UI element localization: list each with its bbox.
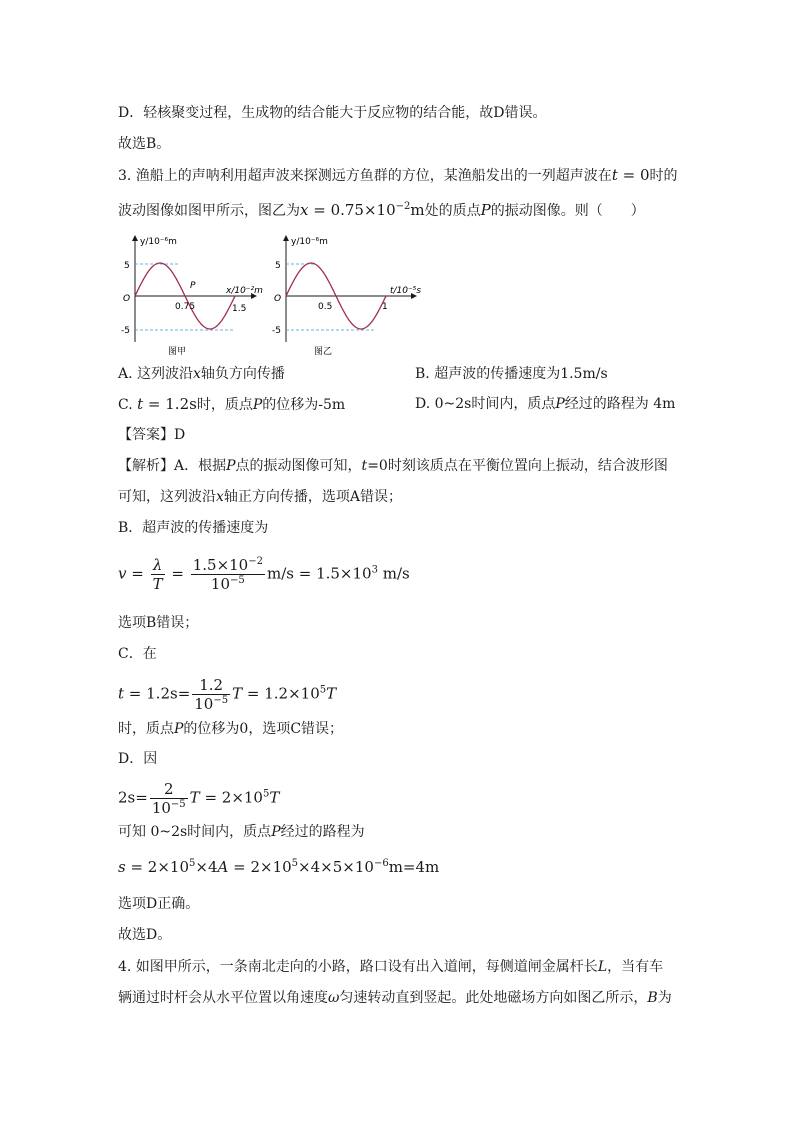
exponent: 3 [371, 564, 378, 576]
denominator: 10 [151, 799, 171, 817]
text-segment: 经过的路程为 [280, 824, 365, 840]
text-segment: A. 这列波沿 [118, 366, 194, 382]
exponent: −2 [248, 556, 263, 567]
math-seg: m=4m [388, 858, 440, 876]
exponent: −2 [395, 201, 411, 212]
yi-x-label: t/10⁻⁵s [390, 286, 422, 296]
answer-line: 【答案】D [118, 427, 186, 443]
question-4-line-2 [118, 988, 672, 1008]
math-rhs: = 1.2×10 [242, 684, 320, 703]
exponent: −5 [170, 799, 186, 810]
yi-y-label: y/10⁻⁶m [291, 237, 328, 247]
analysis-line-1 [118, 456, 668, 476]
math-seg: ×4 [195, 858, 218, 876]
analysis-line-2 [118, 487, 402, 507]
var-T: T [269, 788, 280, 807]
jia-tick-15: 1.5 [232, 304, 247, 314]
math-eq: = 0 [617, 166, 650, 184]
var-T: T [189, 788, 200, 807]
numerator: 1.2 [192, 676, 230, 695]
equation-speed: v = $\frac{\lambda}{T}$ = $\frac{1.5\times 10^{-2}}{10^{-5}}$ $m/s = 1.5\times 10^3$ m/s [118, 556, 410, 593]
equation-time [118, 676, 336, 713]
fraction-time [192, 676, 230, 713]
text-segment: D. 0~2s时间内，质点 [415, 396, 556, 412]
analysis-line-6 [118, 719, 343, 739]
math-seg: = 2×10 [125, 858, 190, 876]
jia-tick-neg5: -5 [121, 326, 130, 336]
exponent: −6 [373, 858, 389, 869]
yi-origin: O [274, 294, 282, 304]
jia-origin: O [123, 294, 131, 304]
text-segment: 为 [657, 990, 672, 1006]
text-segment: =0时刻该质点在平衡位置向上振动，结合波形图 [367, 458, 668, 474]
text-segment: 匀速转动直到竖起。此处地磁场方向如图乙所示， [339, 990, 648, 1006]
math-rhs: = 2×10 [199, 788, 263, 807]
exponent: 5 [262, 788, 270, 800]
var-L: L [597, 959, 608, 975]
yi-tick-05: 0.5 [318, 302, 333, 312]
jia-y-label: y/10⁻⁶m [140, 237, 177, 247]
text-segment: 4. 如图甲所示，一条南北走向的小路，路口设有出入道闸，每侧道闸金属杆长 [118, 959, 598, 975]
text-segment: ，当有车 [607, 959, 664, 975]
var-x: x [300, 201, 309, 219]
fraction-lambda-t [151, 556, 165, 593]
wave-figures [118, 232, 438, 360]
text-segment: 时，质点 [118, 721, 174, 737]
yi-caption: 图乙 [314, 347, 333, 357]
text-segment: C. [118, 397, 138, 413]
text-segment: 可知 0~2s时间内，质点 [118, 824, 272, 840]
text-segment: 经过的路程为 4m [564, 396, 676, 412]
math-t [137, 395, 197, 413]
numerator: 1.5×10 [192, 556, 249, 574]
var-lambda: λ [152, 556, 163, 574]
text-segment: 波动图像如图甲所示，图乙为 [118, 203, 300, 219]
var-omega: ω [328, 990, 340, 1006]
var-p: P [174, 721, 184, 737]
yi-tick-5: 5 [275, 261, 281, 271]
analysis-line-5: C．在 [118, 646, 157, 662]
jia-tick-075: 0.75 [175, 302, 196, 312]
var-x: x [216, 489, 224, 505]
var-A: A [217, 858, 229, 876]
paragraph-d-conclusion: D．轻核聚变过程，生成物的结合能大于反应物的结合能，故D错误。 [118, 105, 547, 121]
var-T: T [326, 684, 337, 703]
var-T: T [152, 575, 163, 593]
unit: m/s [377, 564, 410, 583]
text-segment: 轴正方向传播，选项A错误； [223, 489, 403, 505]
text-segment: 时的 [649, 168, 678, 184]
exponent: 5 [189, 858, 196, 869]
exponent: 5 [291, 858, 299, 869]
text-segment: 3. 渔船上的声呐利用超声波来探测远方鱼群的方位，某渔船发出的一列超声波在 [118, 168, 612, 184]
math-seg: ×4×5×10 [298, 858, 374, 876]
option-b: B. 超声波的传播速度为1.5m/s [415, 366, 608, 382]
text-segment: 处的质点 [424, 203, 481, 219]
text-segment: 【解析】A．根据 [118, 458, 227, 474]
math-seg: = 2×10 [228, 858, 292, 876]
figure-jia [121, 236, 263, 357]
text-segment: 辆通过时杆会从水平位置以角速度 [118, 990, 328, 1006]
yi-tick-neg5: -5 [272, 326, 281, 336]
figure-yi [272, 236, 421, 357]
question-3-line-2 [118, 200, 645, 221]
var-p: P [252, 397, 263, 413]
text-segment: 的振动图像。则（ ） [490, 203, 645, 219]
text-segment: 的位移为0，选项C错误； [183, 721, 344, 737]
unit: m [410, 201, 425, 219]
figures-svg [118, 232, 438, 360]
var-t: t [118, 684, 125, 703]
var-v: v [118, 564, 127, 583]
fraction-2s [150, 780, 188, 817]
var-p: P [226, 458, 236, 474]
text-segment: 点的振动图像可知， [235, 458, 362, 474]
var-p: P [480, 201, 491, 219]
var-p: P [555, 396, 565, 412]
equation-path [118, 857, 439, 877]
denominator: 10 [194, 695, 214, 713]
jia-point-p-label: P [190, 281, 196, 291]
var-t: t [137, 395, 144, 413]
option-c [118, 394, 345, 415]
math-x [300, 201, 425, 219]
analysis-line-7: D．因 [118, 751, 158, 767]
exponent: −5 [213, 695, 229, 706]
text-segment: 时，质点 [196, 397, 253, 413]
var-t: t [611, 166, 618, 184]
jia-x-label: x/10⁻²m [226, 286, 263, 296]
analysis-line-4: 选项B错误； [118, 615, 199, 631]
analysis-line-3: B．超声波的传播速度为 [118, 520, 269, 536]
jia-tick-5: 5 [124, 261, 130, 271]
math-t [612, 166, 650, 184]
text-segment: 轴负方向传播 [200, 366, 285, 382]
equation-2s [118, 780, 279, 817]
math-eq: = 1.2s [143, 395, 197, 413]
var-s: s [118, 858, 126, 876]
text-segment: 可知，这列波沿 [118, 489, 216, 505]
math-rhs: m/s = 1.5×10 [266, 564, 372, 583]
question-3-line-1 [118, 165, 678, 186]
text-segment: 的位移为-5m [262, 397, 346, 413]
var-T: T [232, 684, 243, 703]
yi-tick-1: 1 [382, 302, 388, 312]
math-eq: = 1.2s= [124, 684, 191, 703]
jia-caption: 图甲 [168, 347, 187, 357]
analysis-line-8 [118, 822, 365, 842]
var-p: P [271, 824, 281, 840]
exponent: −5 [230, 575, 245, 586]
option-a [118, 364, 285, 384]
math-eq: = 0.75×10 [308, 201, 396, 219]
var-t: t [361, 458, 368, 474]
math-lhs: 2s= [118, 788, 148, 807]
analysis-line-10: 故选D。 [118, 927, 172, 943]
fraction-values [191, 556, 265, 593]
var-x: x [193, 366, 201, 382]
numerator: 2 [150, 780, 188, 799]
question-4-line-1 [118, 957, 663, 977]
var-B: B [647, 990, 658, 1006]
paragraph-select-b: 故选B。 [118, 136, 171, 152]
exponent: 5 [319, 684, 327, 696]
option-d [415, 394, 675, 414]
denominator: 10 [210, 575, 231, 593]
analysis-line-9: 选项D正确。 [118, 896, 200, 912]
